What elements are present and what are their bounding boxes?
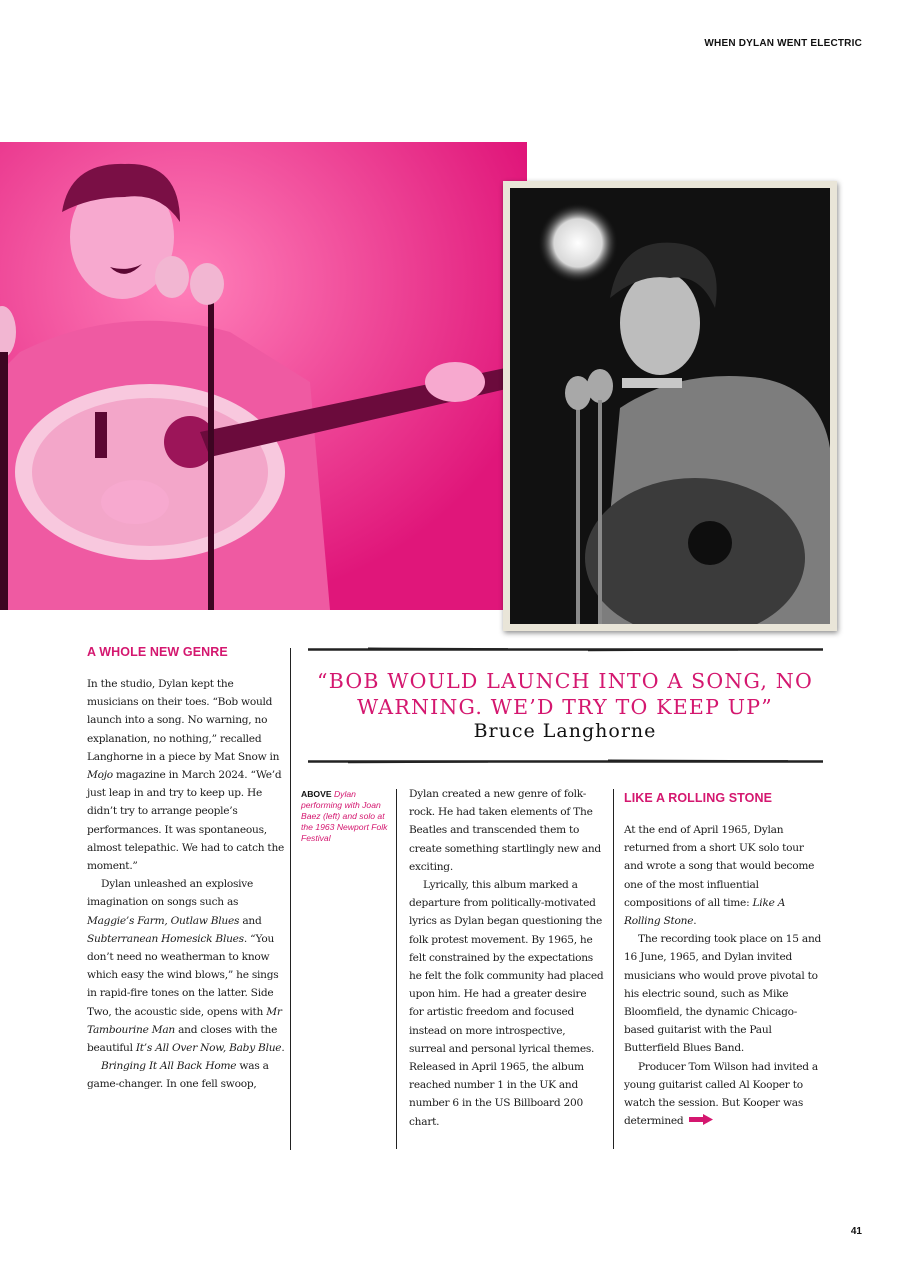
paragraph: The recording took place on 15 and 16 June, 1965, and Dylan invited musicians who would prove pivotal to his electric sound, such as Mike Bloomfield, the dynamic Chicago-based guitarist with the Paul Butterfield Blues Band. [624, 933, 822, 1055]
paragraph: Dylan created a new genre of folk-rock. He had taken elements of The Beatles and transcended them to create something startlingly new and exciting. [409, 788, 601, 873]
paragraph: Bringing It All Back Home was a game-changer. In one fell swoop, [87, 1060, 269, 1091]
paragraph: Dylan unleashed an explosive imagination on songs such as Maggie’s Farm, Outlaw Blues and Subterranean Homesick Blues. “You don’t need no weatherman to know which easy the wind blows,” he sings in rapid-fire tones on the latter. Side Two, the acoustic side, opens with Mr Tambourine Man and closes with the beautiful It’s All Over Now, Baby Blue. [87, 878, 285, 1055]
arrow-right-icon [689, 1114, 713, 1125]
dylan-solo-photo-frame [503, 181, 837, 631]
dylan-solo-photo [510, 188, 830, 624]
paragraph: Lyrically, this album marked a departure from politically-motivated lyrics as Dylan began questioning the folk protest movement. By 1965, he felt constrained by the expectations he felt the folk community had placed upon him. He had a greater desire for artistic freedom and focused instead on more introspective, surreal and personal lyrical themes. Released in April 1965, the album reached number 1 in the UK and number 6 in the US Billboard 200 chart. [409, 879, 604, 1128]
paragraph: At the end of April 1965, Dylan returned from a short UK solo tour and wrote a song that would become one of the most influential compositions of all time: Like A Rolling Stone. [624, 824, 815, 928]
pull-quote-rule-bottom [308, 759, 823, 764]
pull-quote: “BOB WOULD LAUNCH INTO A SONG, NO WARNING. WE’D TRY TO KEEP UP” [317, 669, 813, 719]
column-rule-1 [290, 648, 291, 1150]
pull-quote-attribution: Bruce Langhorne [473, 720, 657, 742]
body-column-1 [87, 675, 287, 1094]
section-heading-like-a-rolling-stone: LIKE A ROLLING STONE [624, 791, 773, 805]
pull-quote-rule-top [308, 647, 823, 652]
caption-label: ABOVE [301, 789, 332, 799]
column-rule-3 [613, 789, 614, 1149]
paragraph: Producer Tom Wilson had invited a young guitarist called Al Kooper to watch the session. But Kooper was determined [624, 1060, 818, 1128]
running-head: WHEN DYLAN WENT ELECTRIC [704, 38, 862, 49]
body-column-3 [624, 821, 824, 1130]
dylan-performing-photo-pink [0, 142, 527, 610]
column-rule-2 [396, 789, 397, 1149]
photo-caption [301, 789, 389, 844]
section-heading-whole-new-genre: A WHOLE NEW GENRE [87, 645, 228, 659]
page-number: 41 [850, 1226, 862, 1237]
caption-text: Dylan performing with Joan Baez (left) and solo at the 1963 Newport Folk Festival [301, 789, 388, 843]
body-column-2 [409, 785, 604, 1131]
paragraph: In the studio, Dylan kept the musicians on their toes. “Bob would launch into a song. No warning, no explanation, no nothing,” recalled Langhorne in a piece by Mat Snow in Mojo magazine in March 2024. “We’d just leap in and try to keep up. He didn’t try to arrange people’s performances. It was spontaneous, almost telepathic. We had to catch the moment.” [87, 678, 285, 873]
